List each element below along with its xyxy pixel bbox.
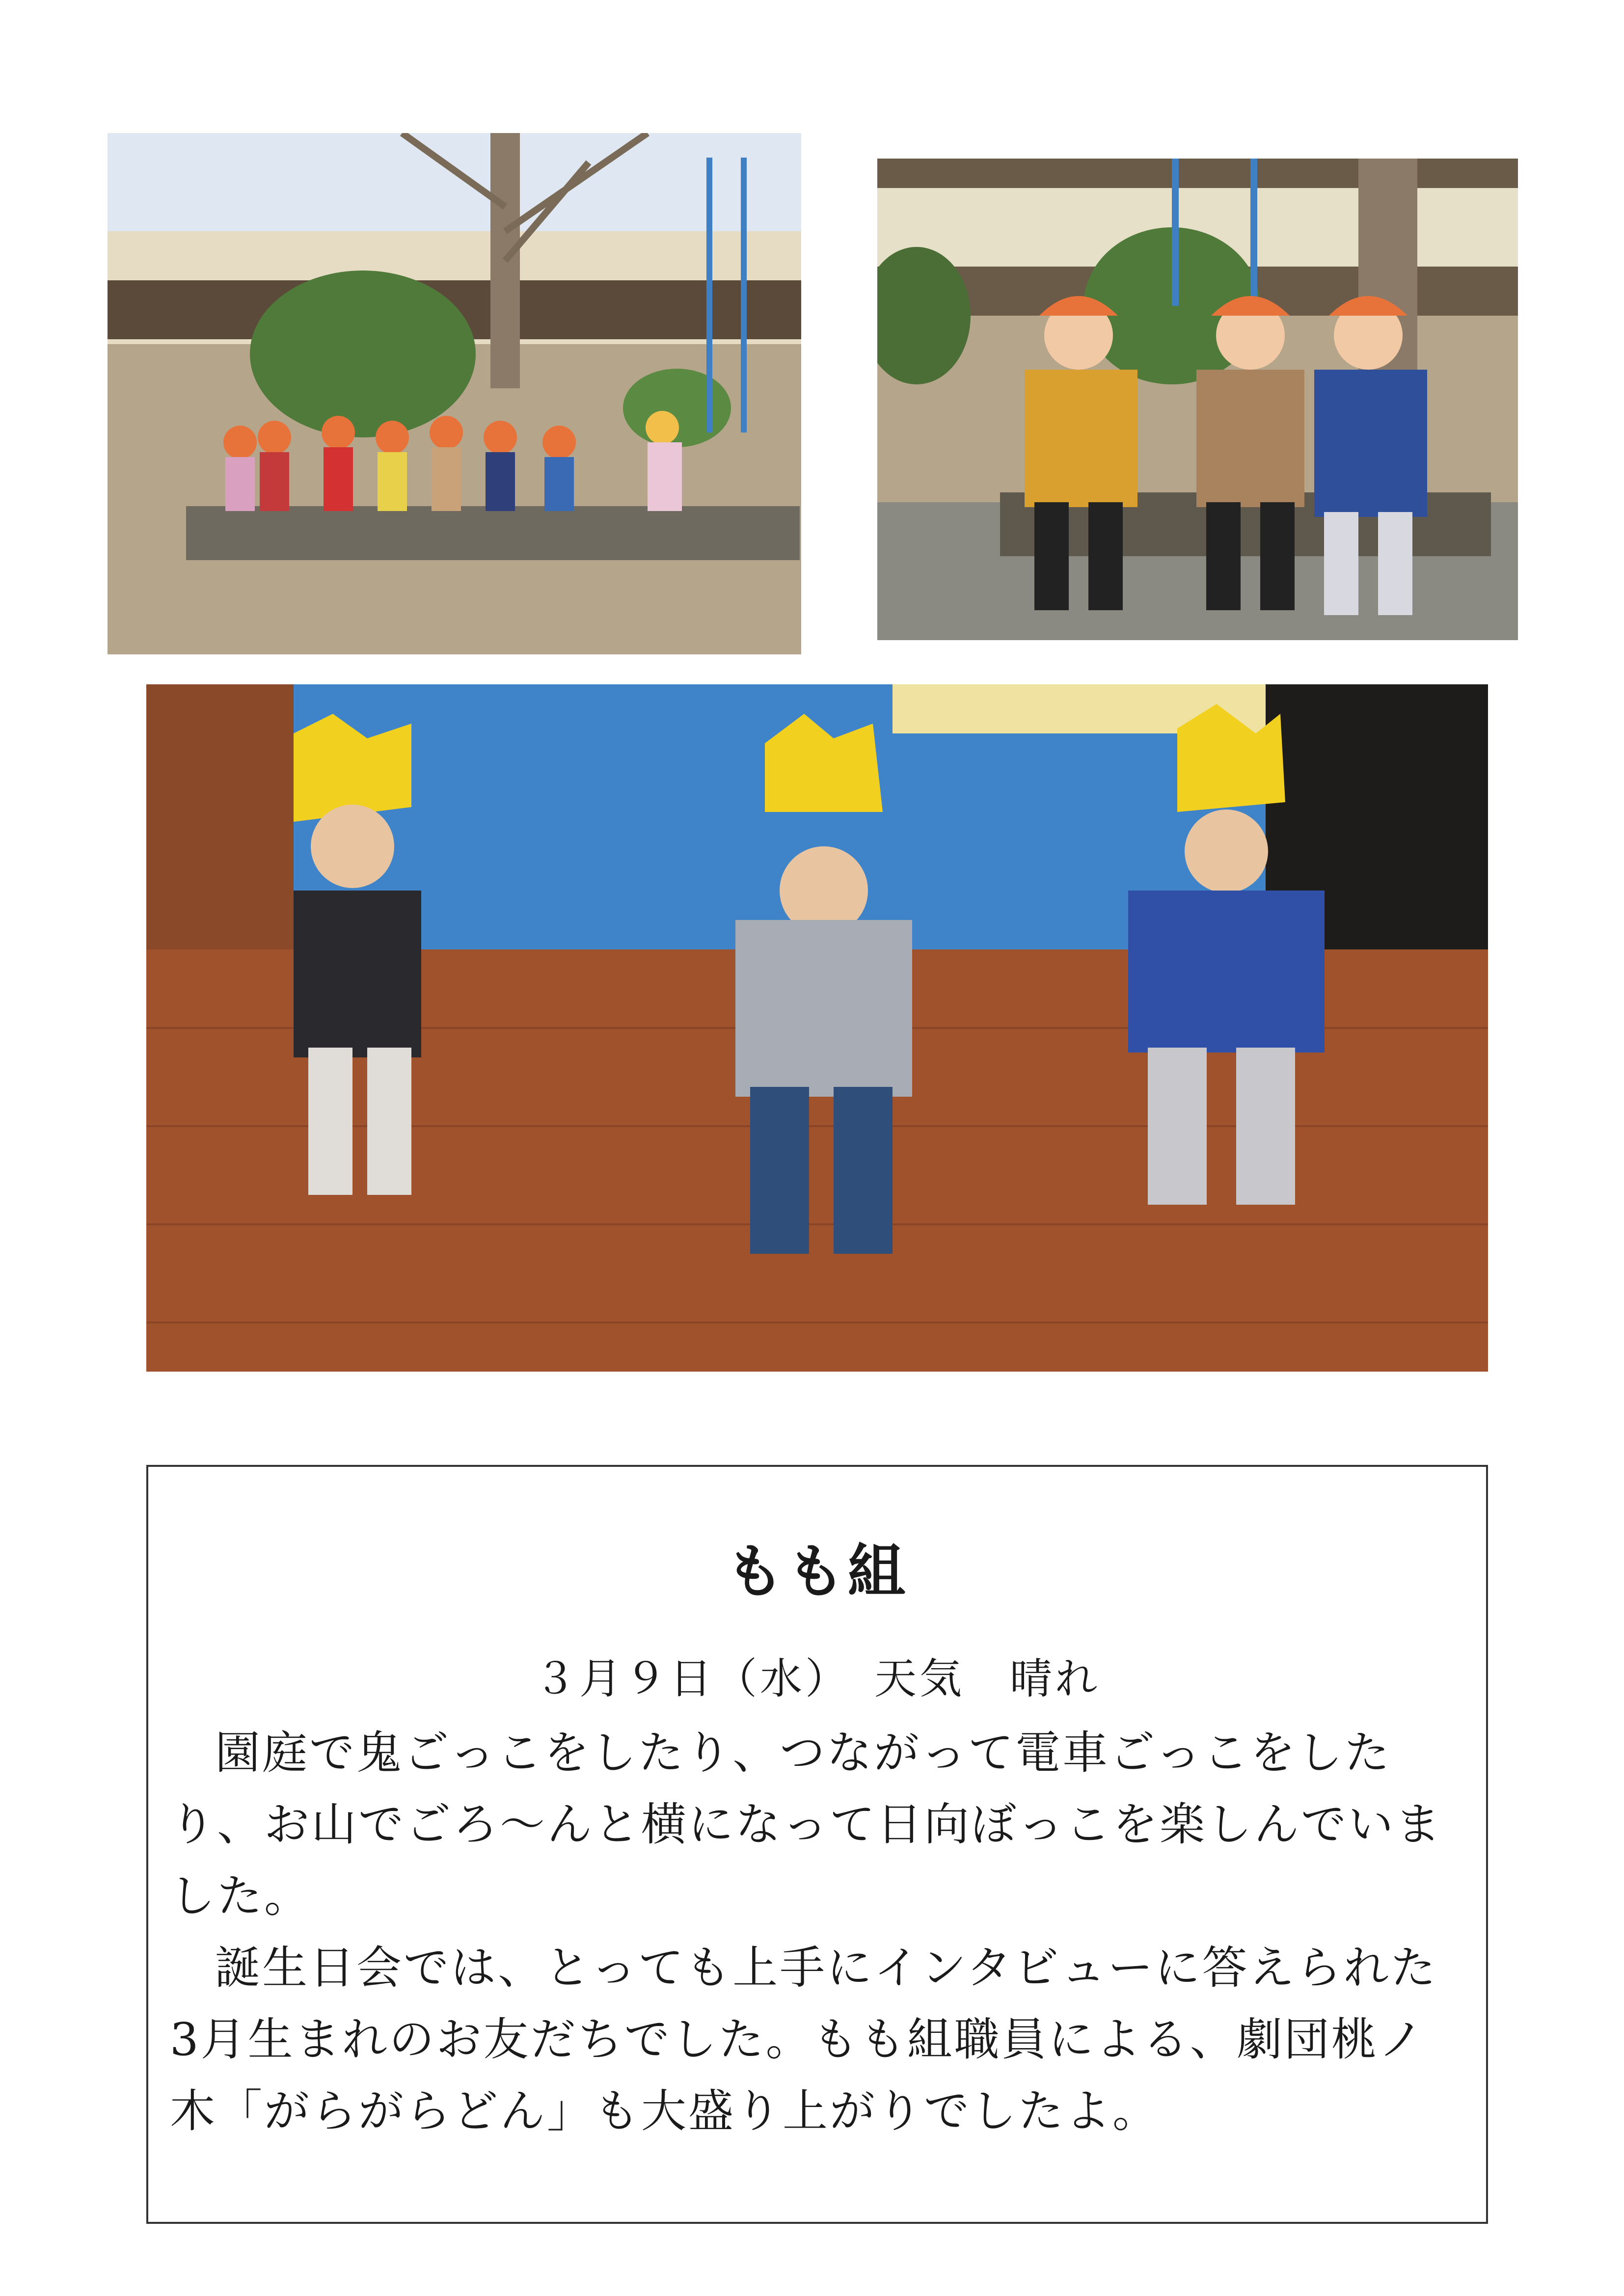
photo-birthday-children — [146, 684, 1488, 1372]
photo-1-image — [108, 133, 801, 654]
report-paragraph-2: 誕生日会では、とっても上手にインタビューに答えられた3月生まれのお友だちでした。もも組職員による、劇団桃ノ木「がらがらどん」も大盛り上がりでしたよ。 — [170, 1942, 1438, 2137]
photo-2-image — [877, 159, 1518, 640]
photo-3-image — [146, 684, 1488, 1372]
report-body — [170, 1717, 1456, 2147]
report-paragraph-1: 園庭で鬼ごっこをしたり、つながって電車ごっこをしたり、お山でごろ～んと横になって日向ぼっこを楽しんでいました。 — [170, 1727, 1443, 1922]
class-report-box — [146, 1465, 1488, 2224]
class-title: もも組 — [726, 1538, 909, 1605]
date-weather-line: ３月９日（水） 天気 晴れ — [534, 1654, 1100, 1703]
photo-children-under-tree — [108, 133, 801, 654]
photo-three-boys — [877, 159, 1518, 640]
